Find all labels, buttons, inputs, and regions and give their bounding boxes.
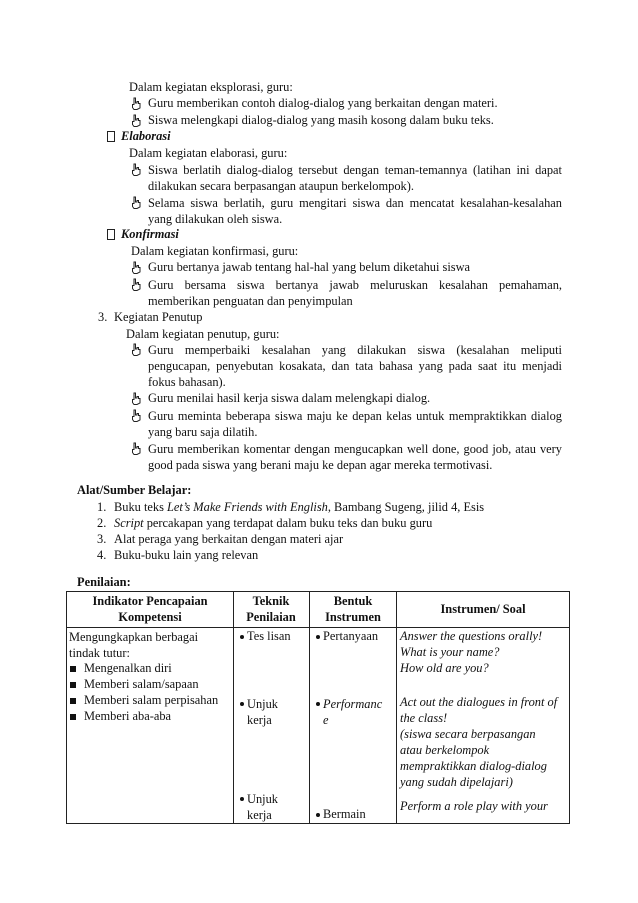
konfirmasi-item: Guru bersama siswa bertanya jawab meluruskan kesalahan pemahaman, memberikan penguatan dan penyimpulan [148, 278, 562, 308]
bentuk-item: Bermain [323, 807, 366, 821]
alat-item-text: Buku teks [114, 500, 168, 514]
table-border [66, 627, 570, 628]
penutup-item: Guru meminta beberapa siswa maju ke depan kelas untuk mempraktikkan dialog yang baru saja dilatih. [148, 409, 562, 439]
alat-item-text: , Bambang Sugeng, jilid 4, Esis [327, 500, 485, 514]
alat-item-number: 1. [97, 500, 107, 514]
konfirmasi-intro: Dalam kegiatan konfirmasi, guru: [131, 244, 299, 258]
teknik-item: Unjuk kerja [247, 792, 278, 822]
alat-item: Alat peraga yang berkaitan dengan materi ajar [114, 532, 344, 546]
penutup-number: 3. [98, 310, 108, 324]
square-bullet-icon [70, 698, 76, 704]
square-bullet-icon [70, 714, 76, 720]
teknik-item: Tes lisan [247, 629, 291, 643]
box-bullet-icon [107, 229, 116, 240]
alat-item-title: Script [114, 516, 144, 530]
penutup-item: Guru memperbaiki kesalahan yang dilakukan siswa (kesalahan meliputi pengucapan, penyebutan kosakata, dan tata bahasa yang pada saat itu menjadi fokus bahasan). [148, 343, 562, 389]
pointing-hand-icon [131, 278, 141, 291]
column-header: Bentuk Instrumen [325, 594, 381, 624]
elaborasi-intro: Dalam kegiatan elaborasi, guru: [129, 146, 288, 160]
elaborasi-item: Selama siswa berlatih, guru mengitari siswa dan mencatat kesalahan-kesalahan yang dilakukan oleh siswa. [148, 196, 562, 226]
alat-item: Buku-buku lain yang relevan [114, 548, 259, 562]
soal-line: Perform a role play with your [400, 799, 548, 813]
penutup-intro: Dalam kegiatan penutup, guru: [126, 327, 280, 341]
pointing-hand-icon [131, 261, 141, 274]
dot-bullet-icon [240, 702, 244, 706]
penilaian-heading: Penilaian: [77, 575, 131, 589]
penutup-item: Guru memberikan komentar dengan mengucapkan well done, good job, atau very good pada siswa yang berani maju ke depan agar mereka termotivasi. [148, 442, 562, 472]
alat-item-number: 3. [97, 532, 107, 546]
alat-heading: Alat/Sumber Belajar: [77, 483, 192, 497]
table-border [309, 591, 310, 824]
table-border [66, 591, 570, 592]
table-border [569, 591, 570, 824]
alat-item [114, 500, 484, 515]
pointing-hand-icon [131, 97, 141, 110]
penutup-item: Guru menilai hasil kerja siswa dalam melengkapi dialog. [148, 391, 431, 405]
pointing-hand-icon [131, 392, 141, 405]
soal-line: (siswa secara berpasangan atau berkelompok mempraktikkan dialog-dialog yang sudah dipelajari) [400, 727, 547, 789]
eksplorasi-item: Guru memberikan contoh dialog-dialog yang berkaitan dengan materi. [148, 96, 498, 110]
alat-item-number: 2. [97, 516, 107, 530]
column-header: Teknik Penilaian [246, 594, 296, 624]
indikator-item: Memberi salam/sapaan [84, 677, 199, 691]
elaborasi-item: Siswa berlatih dialog-dialog tersebut dengan teman-temannya (latihan ini dapat dilakukan secara berpasangan ataupun berkelompok). [148, 163, 562, 193]
indikator-intro: Mengungkapkan berbagai tindak tutur: [69, 630, 199, 660]
indikator-item: Memberi salam perpisahan [84, 693, 219, 707]
pointing-hand-icon [131, 114, 141, 127]
indikator-item: Mengenalkan diri [84, 661, 172, 675]
bentuk-item: Pertanyaan [323, 629, 379, 643]
table-border [233, 591, 234, 824]
konfirmasi-heading: Konfirmasi [121, 227, 179, 241]
indikator-item: Memberi aba-aba [84, 709, 172, 723]
alat-item-title: Let’s Make Friends with English [167, 500, 328, 514]
soal-line: What is your name? [400, 645, 500, 659]
pointing-hand-icon [131, 409, 141, 422]
table-border [66, 823, 570, 824]
pointing-hand-icon [131, 196, 141, 209]
box-bullet-icon [107, 131, 116, 142]
table-border [66, 591, 67, 824]
eksplorasi-intro: Dalam kegiatan eksplorasi, guru: [129, 80, 293, 94]
column-header: Indikator Pencapaian Kompetensi [92, 594, 208, 624]
table-border [396, 591, 397, 824]
elaborasi-heading: Elaborasi [121, 129, 171, 143]
dot-bullet-icon [240, 635, 244, 639]
alat-item [114, 516, 432, 531]
soal-line: How old are you? [400, 661, 489, 675]
soal-line: Act out the dialogues in front of the class! [400, 695, 558, 725]
pointing-hand-icon [131, 442, 141, 455]
dot-bullet-icon [316, 702, 320, 706]
soal-line: Answer the questions orally! [400, 629, 543, 643]
pointing-hand-icon [131, 163, 141, 176]
penutup-heading: Kegiatan Penutup [114, 310, 203, 324]
konfirmasi-item: Guru bertanya jawab tentang hal-hal yang belum diketahui siswa [148, 260, 471, 274]
eksplorasi-item: Siswa melengkapi dialog-dialog yang masih kosong dalam buku teks. [148, 113, 494, 127]
teknik-item: Unjuk kerja [247, 697, 278, 727]
pointing-hand-icon [131, 343, 141, 356]
square-bullet-icon [70, 682, 76, 688]
alat-item-text: percakapan yang terdapat dalam buku teks dan buku guru [143, 516, 433, 530]
bentuk-item: Performance [323, 697, 383, 727]
column-header: Instrumen/ Soal [440, 602, 526, 616]
dot-bullet-icon [316, 813, 320, 817]
square-bullet-icon [70, 666, 76, 672]
dot-bullet-icon [240, 797, 244, 801]
alat-item-number: 4. [97, 548, 107, 562]
dot-bullet-icon [316, 635, 320, 639]
